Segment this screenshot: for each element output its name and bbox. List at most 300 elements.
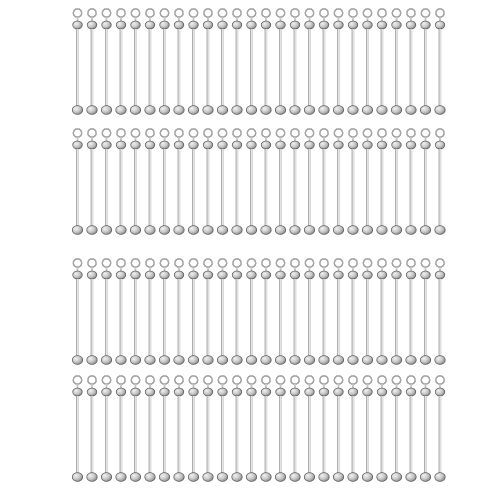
pin-upper-bead (261, 388, 271, 396)
pin-end-bead (391, 106, 401, 115)
pin-loop-highlight (378, 9, 386, 17)
pin-rod (337, 149, 340, 226)
pin (348, 129, 358, 235)
pin (232, 9, 242, 115)
pin-upper-bead (319, 21, 329, 29)
pin-loop-highlight (378, 129, 386, 137)
pin-rod (337, 396, 340, 473)
pin (435, 376, 445, 482)
pin (406, 376, 416, 482)
pin-rod (337, 29, 340, 106)
pin (203, 376, 213, 482)
pin-loop-highlight (88, 259, 96, 267)
pin-end-bead (261, 106, 271, 115)
pin-upper-bead (421, 271, 431, 279)
pin-upper-bead (232, 141, 242, 149)
pin-end-bead (101, 226, 111, 235)
pin-end-bead (116, 106, 126, 115)
pin (420, 259, 430, 365)
pin-upper-bead (145, 21, 155, 29)
pin-loop-highlight (421, 376, 429, 384)
pin-loop-highlight (276, 376, 284, 384)
pin-rod (410, 279, 413, 356)
pin-loop-highlight (146, 376, 154, 384)
pin (232, 129, 242, 235)
pin-end-bead (116, 356, 126, 365)
pin-loop-highlight (73, 9, 81, 17)
pin-upper-bead (334, 21, 344, 29)
pin-end-bead (232, 226, 242, 235)
pin-end-bead (348, 226, 358, 235)
pin-upper-bead (203, 271, 213, 279)
pin-rod (439, 279, 442, 356)
pin (362, 9, 372, 115)
pin-upper-bead (247, 21, 257, 29)
pin-end-bead (217, 473, 227, 482)
pin (435, 129, 445, 235)
pin-rod (395, 279, 398, 356)
pin-end-bead (72, 473, 82, 482)
pin-loop-highlight (436, 129, 444, 137)
pin-rod (352, 29, 355, 106)
pin (319, 259, 329, 365)
pin-end-bead (333, 106, 343, 115)
pin-loop-highlight (349, 259, 357, 267)
pin-rod (265, 279, 268, 356)
pin (203, 9, 213, 115)
pin-loop-highlight (247, 376, 255, 384)
pin-rod (105, 29, 108, 106)
pin-upper-bead (334, 141, 344, 149)
pin (377, 9, 387, 115)
pin-rod (337, 279, 340, 356)
pin-end-bead (377, 106, 387, 115)
pin-rod (265, 149, 268, 226)
pin-upper-bead (305, 271, 315, 279)
pin-rod (381, 29, 384, 106)
pin-rod (91, 149, 94, 226)
pin-rod (323, 279, 326, 356)
pin (362, 129, 372, 235)
pin-loop-highlight (218, 259, 226, 267)
pin-loop-highlight (218, 9, 226, 17)
pin (406, 129, 416, 235)
pin-loop-highlight (363, 129, 371, 137)
pin-loop-highlight (291, 376, 299, 384)
pin-rod (178, 29, 181, 106)
pin-upper-bead (334, 388, 344, 396)
pin-upper-bead (247, 141, 257, 149)
pin-upper-bead (363, 271, 373, 279)
pin (116, 9, 126, 115)
pin-end-bead (72, 106, 82, 115)
pin-rod (149, 149, 152, 226)
pin-rod (308, 279, 311, 356)
pin-rod (149, 396, 152, 473)
pin-upper-bead (377, 21, 387, 29)
pin-rod (120, 29, 123, 106)
pin-loop-highlight (189, 376, 197, 384)
pin-upper-bead (421, 21, 431, 29)
pin-upper-bead (435, 21, 445, 29)
pin (391, 259, 401, 365)
pin (72, 259, 82, 365)
pin-end-bead (435, 356, 445, 365)
pin-upper-bead (348, 21, 358, 29)
pin-end-bead (130, 473, 140, 482)
pin (275, 259, 285, 365)
pin-end-bead (261, 356, 271, 365)
pin-loop-highlight (363, 376, 371, 384)
pin-loop-highlight (73, 259, 81, 267)
pin-end-bead (217, 356, 227, 365)
pin-rows (72, 9, 445, 482)
pin-end-bead (319, 356, 329, 365)
pin-rod (178, 279, 181, 356)
pin-rod (352, 279, 355, 356)
pin-end-bead (348, 356, 358, 365)
pin-rod (323, 396, 326, 473)
pin-loop-highlight (392, 9, 400, 17)
pin-upper-bead (363, 388, 373, 396)
pin-upper-bead (392, 271, 402, 279)
pin-loop-highlight (189, 259, 197, 267)
pin-end-bead (188, 106, 198, 115)
pin-end-bead (159, 226, 169, 235)
pin-loop-highlight (131, 9, 139, 17)
pin-rod (279, 149, 282, 226)
pin-upper-bead (160, 271, 170, 279)
pin-upper-bead (247, 388, 257, 396)
pin (275, 129, 285, 235)
pin (203, 129, 213, 235)
pin-rod (163, 149, 166, 226)
pin-upper-bead (305, 21, 315, 29)
pin-upper-bead (435, 141, 445, 149)
pin-upper-bead (276, 141, 286, 149)
pin-rod (221, 149, 224, 226)
pin-rod (221, 29, 224, 106)
pin-upper-bead (276, 271, 286, 279)
pin (188, 129, 198, 235)
pin (304, 376, 314, 482)
pin (362, 259, 372, 365)
pin (261, 9, 271, 115)
pin-rod (221, 279, 224, 356)
pin-rod (236, 396, 239, 473)
pin-upper-bead (435, 388, 445, 396)
pin-loop-highlight (218, 376, 226, 384)
pin-rod (192, 149, 195, 226)
pin (145, 9, 155, 115)
pin (87, 9, 97, 115)
pin-rod (178, 396, 181, 473)
pin-rod (395, 396, 398, 473)
pin-end-bead (87, 226, 97, 235)
pin-loop-highlight (421, 9, 429, 17)
pin-rod (120, 279, 123, 356)
pin-rod (366, 29, 369, 106)
pin (217, 376, 227, 482)
pin (362, 376, 372, 482)
pin-loop-highlight (334, 376, 342, 384)
pin (159, 376, 169, 482)
pin (101, 376, 111, 482)
pin (130, 376, 140, 482)
pin (420, 376, 430, 482)
pin-loop-highlight (204, 9, 212, 17)
pin-end-bead (159, 473, 169, 482)
pin-end-bead (391, 473, 401, 482)
pin-rod (395, 149, 398, 226)
pin (348, 259, 358, 365)
pin-end-bead (435, 226, 445, 235)
pin (72, 376, 82, 482)
pin-loop-highlight (262, 259, 270, 267)
pin (275, 376, 285, 482)
pin-rod (424, 29, 427, 106)
pin-rod (236, 279, 239, 356)
pin (72, 9, 82, 115)
pin-rod (424, 396, 427, 473)
pin-upper-bead (145, 141, 155, 149)
pin-upper-bead (334, 271, 344, 279)
pin-end-bead (420, 226, 430, 235)
pin (333, 376, 343, 482)
pin-end-bead (391, 226, 401, 235)
pin-upper-bead (276, 388, 286, 396)
pin-loop-highlight (392, 376, 400, 384)
pin-end-bead (72, 226, 82, 235)
pin (174, 9, 184, 115)
pin-loop-highlight (349, 9, 357, 17)
pin-end-bead (101, 106, 111, 115)
pin-end-bead (203, 106, 213, 115)
pin (290, 259, 300, 365)
pin-end-bead (377, 226, 387, 235)
pin-loop-highlight (175, 376, 183, 384)
pin-upper-bead (290, 388, 300, 396)
pin-loop-highlight (146, 9, 154, 17)
pin-loop-highlight (102, 9, 110, 17)
pin-rod (381, 279, 384, 356)
pin-rod (366, 149, 369, 226)
pin-rod (439, 29, 442, 106)
pin-upper-bead (392, 141, 402, 149)
pin-upper-bead (145, 271, 155, 279)
pin-rod (308, 149, 311, 226)
pin-end-bead (420, 356, 430, 365)
pin-upper-bead (232, 388, 242, 396)
pin-end-bead (232, 106, 242, 115)
pin-end-bead (174, 106, 184, 115)
pin-end-bead (362, 106, 372, 115)
pin-loop-highlight (349, 129, 357, 137)
pin-end-bead (130, 106, 140, 115)
pin-loop-highlight (407, 9, 415, 17)
pin-loop-highlight (73, 376, 81, 384)
pin-loop-highlight (204, 376, 212, 384)
pin-end-bead (232, 356, 242, 365)
pin-rod (439, 396, 442, 473)
pin-end-bead (145, 106, 155, 115)
pin-upper-bead (305, 388, 315, 396)
pin-upper-bead (102, 271, 112, 279)
pin-end-bead (275, 473, 285, 482)
pin-rod (192, 29, 195, 106)
pin-upper-bead (392, 388, 402, 396)
pin-rod (192, 279, 195, 356)
pin-upper-bead (116, 271, 126, 279)
pin-upper-bead (145, 388, 155, 396)
pin-upper-bead (160, 388, 170, 396)
pin (232, 259, 242, 365)
pin-upper-bead (160, 141, 170, 149)
pin-rod (207, 396, 210, 473)
pin (87, 376, 97, 482)
pin-loop-highlight (363, 259, 371, 267)
pin-end-bead (362, 226, 372, 235)
pin-rod (134, 149, 137, 226)
pin-upper-bead (290, 271, 300, 279)
pin-upper-bead (218, 271, 228, 279)
pin (145, 376, 155, 482)
pin-upper-bead (377, 388, 387, 396)
pin-end-bead (130, 356, 140, 365)
pin-upper-bead (232, 21, 242, 29)
pin-end-bead (319, 226, 329, 235)
pin (333, 9, 343, 115)
pin-rod (308, 396, 311, 473)
pin-end-bead (188, 356, 198, 365)
pin (391, 129, 401, 235)
pin-end-bead (159, 106, 169, 115)
pin (203, 259, 213, 365)
pin (101, 259, 111, 365)
pin-loop-highlight (262, 9, 270, 17)
pin-rod (236, 149, 239, 226)
pin (116, 259, 126, 365)
pin-end-bead (101, 356, 111, 365)
pin-upper-bead (87, 388, 97, 396)
pin-upper-bead (261, 141, 271, 149)
pin (159, 9, 169, 115)
pin-loop-highlight (117, 9, 125, 17)
pin-loop-highlight (88, 9, 96, 17)
pin-end-bead (116, 473, 126, 482)
pin-rod (279, 29, 282, 106)
pin-loop-highlight (305, 129, 313, 137)
pin-rod (250, 29, 253, 106)
pin-end-bead (203, 226, 213, 235)
pin-loop-highlight (175, 259, 183, 267)
pin-upper-bead (131, 388, 141, 396)
pin-upper-bead (189, 21, 199, 29)
pin-upper-bead (73, 388, 83, 396)
pin-upper-bead (392, 21, 402, 29)
pin-rod (105, 149, 108, 226)
pin-loop-highlight (247, 129, 255, 137)
pin-upper-bead (348, 388, 358, 396)
pin-upper-bead (73, 271, 83, 279)
pin (290, 9, 300, 115)
pin-rod (105, 396, 108, 473)
pin-rod (410, 149, 413, 226)
pin-end-bead (246, 473, 256, 482)
pin-loop-highlight (363, 9, 371, 17)
pin (217, 129, 227, 235)
pin-end-bead (435, 106, 445, 115)
pin-loop-highlight (160, 129, 168, 137)
pin-loop-highlight (291, 129, 299, 137)
pin-upper-bead (87, 141, 97, 149)
pin-end-bead (275, 106, 285, 115)
pin-rod (410, 396, 413, 473)
pin-end-bead (391, 356, 401, 365)
pin-end-bead (261, 226, 271, 235)
pin (116, 129, 126, 235)
pin-loop-highlight (305, 376, 313, 384)
pin-loop-highlight (146, 129, 154, 137)
pin-row (72, 129, 445, 235)
pin-upper-bead (102, 21, 112, 29)
pin-loop-highlight (233, 129, 241, 137)
pin (145, 129, 155, 235)
pin-end-bead (145, 356, 155, 365)
pin-loop-highlight (320, 376, 328, 384)
pin-loop-highlight (88, 376, 96, 384)
pin-loop-highlight (131, 259, 139, 267)
pin-rod (395, 29, 398, 106)
pin (304, 129, 314, 235)
pin (174, 129, 184, 235)
pin (101, 129, 111, 235)
pin-loop-highlight (233, 376, 241, 384)
pin-end-bead (188, 226, 198, 235)
pin-upper-bead (348, 141, 358, 149)
pin-end-bead (377, 356, 387, 365)
pin-end-bead (116, 226, 126, 235)
pin (87, 129, 97, 235)
pin-upper-bead (435, 271, 445, 279)
pin (377, 129, 387, 235)
pin-end-bead (174, 226, 184, 235)
pin-rod (381, 396, 384, 473)
pin-end-bead (420, 473, 430, 482)
pin-loop-highlight (117, 259, 125, 267)
pin-upper-bead (116, 388, 126, 396)
pin-loop-highlight (305, 9, 313, 17)
pin-upper-bead (377, 271, 387, 279)
pin-end-bead (290, 473, 300, 482)
pin-end-bead (377, 473, 387, 482)
pin-rod (381, 149, 384, 226)
pin-end-bead (203, 473, 213, 482)
pin-upper-bead (189, 388, 199, 396)
pin-end-bead (145, 226, 155, 235)
pin-loop-highlight (436, 259, 444, 267)
pin (406, 9, 416, 115)
pin-end-bead (217, 106, 227, 115)
pin (290, 376, 300, 482)
pin-rod (294, 279, 297, 356)
pin-rod (265, 396, 268, 473)
pin-upper-bead (319, 388, 329, 396)
pin-rod (323, 29, 326, 106)
pin-rod (439, 149, 442, 226)
pin (72, 129, 82, 235)
pin (261, 259, 271, 365)
